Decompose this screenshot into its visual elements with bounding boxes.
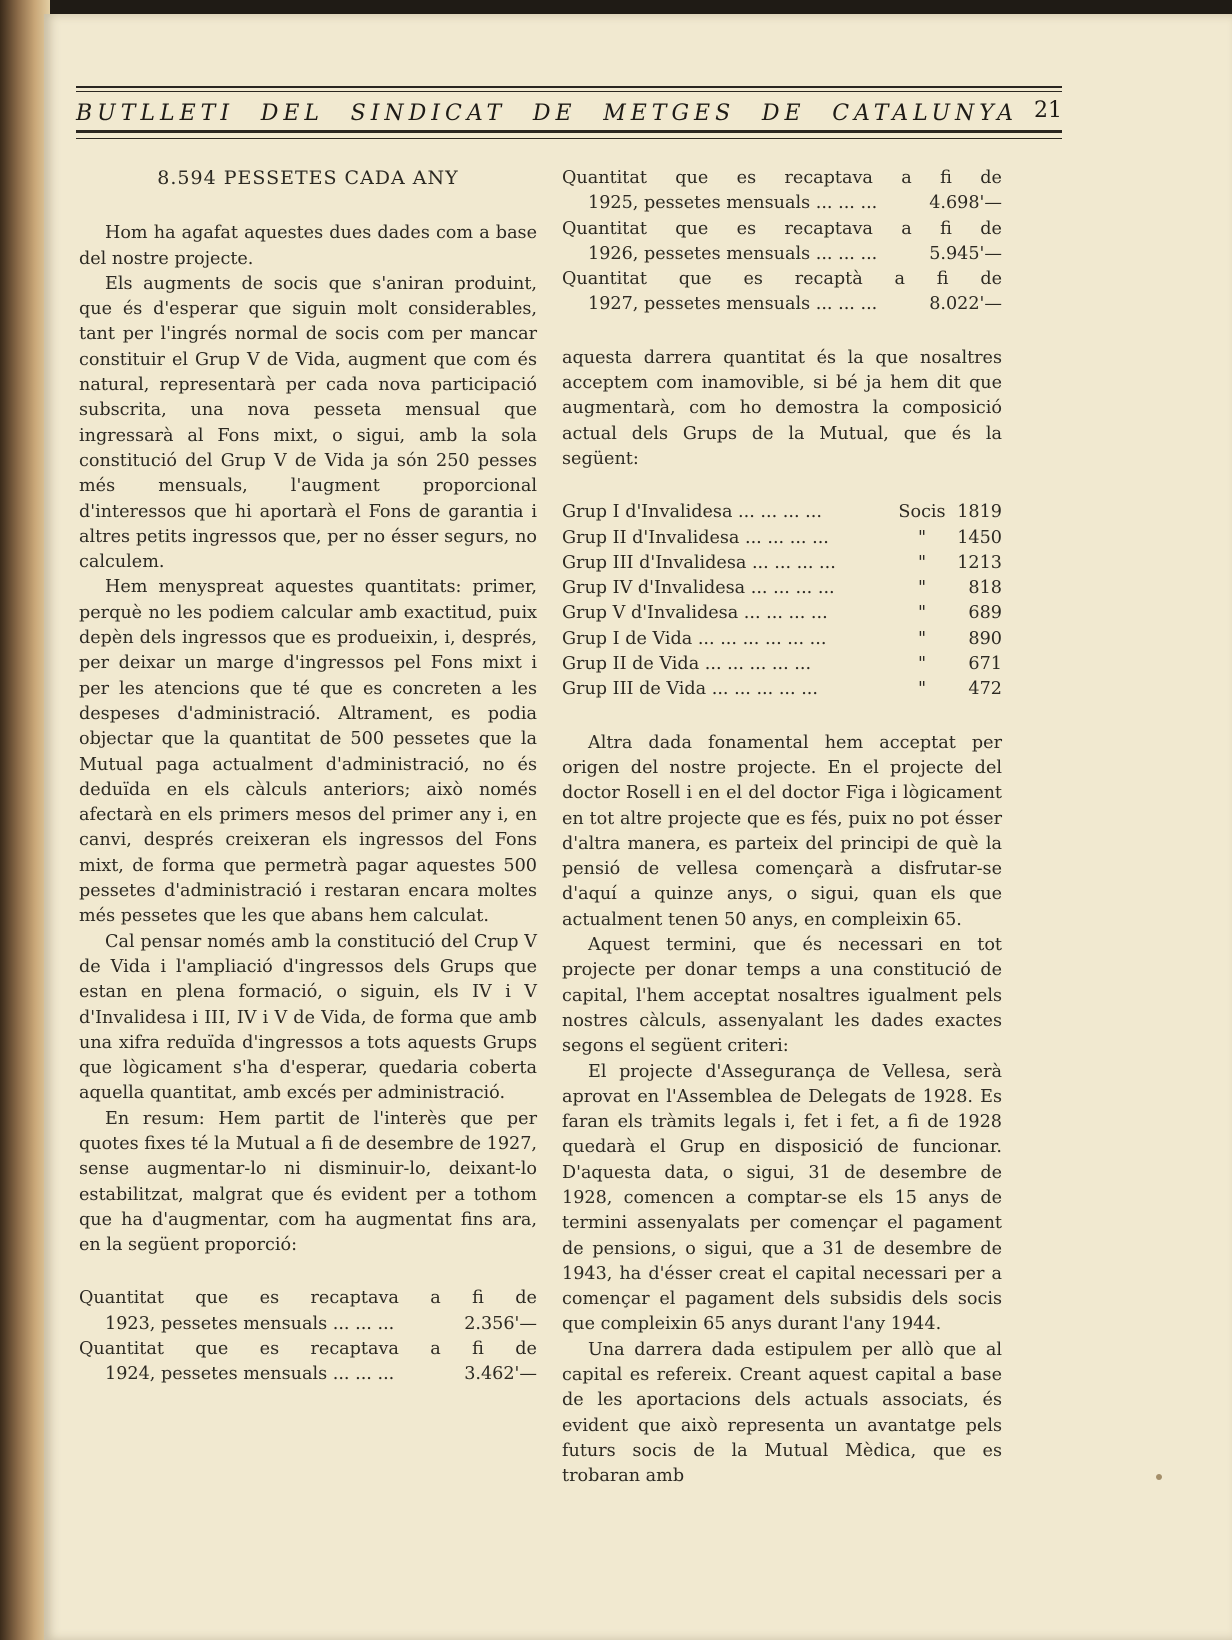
header-rule	[76, 138, 1062, 139]
quantity-year: 1927, pessetes mensuals ... ... ...	[588, 294, 878, 315]
quantity-label: Quantitat que es recaptava a fi de	[562, 218, 1002, 239]
title-word: DE	[761, 100, 806, 126]
title-word: BUTLLETI	[76, 100, 235, 126]
quantity-value: 8.022'—	[929, 294, 1002, 315]
quantity-label: Quantitat que es recaptava a fi de	[79, 1288, 537, 1309]
header-rule	[76, 91, 1062, 92]
quantity-label: Quantitat que es recaptava a fi de	[562, 168, 1002, 188]
journal-title	[76, 96, 1018, 130]
groups-table	[562, 500, 1002, 702]
header-rule	[76, 130, 1062, 133]
quantity-year: 1926, pessetes mensuals ... ... ...	[588, 243, 878, 264]
quantity-year: 1923, pessetes mensuals ... ... ...	[105, 1313, 395, 1334]
quantity-entry	[562, 267, 1002, 318]
paragraph: aquesta darrera quantitat és la que nosaltres acceptem com inamovible, si bé ja hem dit que augmentarà, com ho demostra la composició actual dels Grups de la Mutual, que és la següent:	[562, 347, 1002, 469]
quantity-value: 2.356'—	[464, 1313, 537, 1334]
book-spine	[0, 0, 50, 1640]
quantity-entry	[562, 217, 1002, 268]
quantity-label: Quantitat que es recaptà a fi de	[562, 269, 1002, 290]
quantity-value: 5.945'—	[929, 243, 1002, 264]
page-blemish	[1156, 1474, 1162, 1480]
table-row: Grup III d'Invalidesa ... ... ... ... " 1213	[562, 552, 1002, 573]
table-row: Grup IV d'Invalidesa ... ... ... ... " 818	[562, 578, 1002, 599]
left-column	[79, 166, 537, 1388]
quantity-entry	[562, 166, 1002, 217]
title-word: SINDICAT	[350, 100, 507, 126]
quantity-value: 3.462'—	[464, 1364, 537, 1385]
title-word: DEL	[260, 100, 324, 126]
table-row: Grup I de Vida ... ... ... ... ... ... " 890	[562, 628, 1002, 649]
quantity-entry	[79, 1286, 537, 1337]
paragraph: Hem menyspreat aquestes quantitats: primer, perquè no les podiem calcular amb exactitud, puix depèn dels ingressos que es produeixin, i, després, per deixar un marge d'ingressos pel Fons mixt i per les atencions que té que es concreten a les despeses d'administració. Altrament, es podia objectar que la quantitat de 500 pessetes que la Mutual paga actualment d'administració, no és deduïda en els càlculs anteriors; això només afectarà en els primers mesos del primer any i, en canvi, després creixeran els ingressos del Fons mixt, de forma que permetrà pagar aquestes 500 pessetes d'administració i restaran encara moltes més pessetes que les que abans hem calculat.	[79, 577, 537, 927]
paragraph: Hom ha agafat aquestes dues dades com a base del nostre projecte.	[79, 223, 537, 269]
table-row: Grup II de Vida ... ... ... ... ... " 671	[562, 654, 1002, 675]
header-rule	[76, 86, 1062, 88]
table-row: Grup III de Vida ... ... ... ... ... " 472	[562, 679, 1002, 700]
quantity-year: 1925, pessetes mensuals ... ... ...	[588, 193, 878, 214]
table-row: Grup I d'Invalidesa ... ... ... ... Socis 1819	[562, 502, 1002, 523]
title-word: METGES	[603, 100, 736, 126]
paragraph: Els augments de socis que s'aniran produint, que és d'esperar que siguin molt considerables, tant per l'ingrés normal de socis com per mancar constituir el Grup V de Vida, augment que com és natural, representarà per cada nova participació subscrita, una nova pesseta mensual que ingressarà al Fons mixt, o sigui, amb la sola constitució del Grup V de Vida ja són 250 pesses més mensuals, l'augment proporcional d'interessos que hi aportarà el Fons de garantia i altres petits ingressos que, per no ésser segurs, no calculem.	[79, 273, 537, 573]
paragraph: Cal pensar només amb la constitució del Crup V de Vida i l'ampliació d'ingressos dels Grups que estan en plena formació, o siguin, els IV i V d'Invalidesa i III, IV i V de Vida, de forma que amb una xifra reduïda d'ingressos a tots aquests Grups que lògicament s'ha d'esperar, quedaria coberta aquella quantitat, amb excés per administració.	[79, 931, 537, 1104]
section-title: 8.594 PESSETES CADA ANY	[157, 167, 459, 189]
paragraph: Altra dada fonamental hem acceptat per origen del nostre projecte. En el projecte del doctor Rosell i en el del doctor Figa i lògicament en tot altre projecte que es fés, puix no pot ésser d'altra manera, es parteix del principi de què la pensió de vellesa començarà a disfrutar-se d'aquí a quinze anys, o sigui, quan els que actualment tenen 50 anys, en compleixin 65.	[562, 732, 1002, 930]
paragraph: El projecte d'Assegurança de Vellesa, serà aprovat en l'Assemblea de Delegats de 1928. Es faran els tràmits legals i, fet i fet, a fi de 1928 quedarà el Grup en disposició de funcionar. D'aquesta data, o sigui, 31 de desembre de 1928, comencen a comptar-se els 15 anys de termini assenyalats per començar el pagament de pensions, o sigui, que a 31 de desembre de 1943, ha d'ésser creat el capital necessari per a començar el pagament dels subsidis dels socis que compleixin 65 anys durant l'any 1944.	[562, 1061, 1002, 1335]
title-word: CATALUNYA	[832, 100, 1018, 126]
paragraph: Una darrera dada estipulem per allò que al capital es refereix. Creant aquest capital a base de les aportacions dels actuals associats, és evident que això representa un avantatge pels futurs socis de la Mutual Mèdica, que es trobaran amb	[562, 1339, 1002, 1487]
table-row: Grup V d'Invalidesa ... ... ... ... " 689	[562, 603, 1002, 624]
quantity-value: 4.698'—	[929, 193, 1002, 214]
paragraph: Aquest termini, que és necessari en tot projecte per donar temps a una constitució de capital, l'hem acceptat nosaltres igualment pels nostres càlculs, assenyalant les dades exactes segons el següent criteri:	[562, 935, 1002, 1057]
right-column	[562, 166, 1002, 1490]
quantity-label: Quantitat que es recaptava a fi de	[79, 1339, 537, 1360]
quantity-entry	[79, 1337, 537, 1388]
page-number: 21	[1034, 98, 1062, 123]
quantity-year: 1924, pessetes mensuals ... ... ...	[105, 1364, 395, 1385]
paragraph: En resum: Hem partit de l'interès que per quotes fixes té la Mutual a fi de desembre de 1927, sense augmentar-lo ni disminuir-lo, deixant-lo estabilitzat, malgrat que és evident per a tothom que ha d'augmentar, com ha augmentat fins ara, en la següent proporció:	[79, 1108, 538, 1256]
title-word: DE	[532, 100, 577, 126]
table-row: Grup II d'Invalidesa ... ... ... ... " 1450	[562, 527, 1002, 548]
